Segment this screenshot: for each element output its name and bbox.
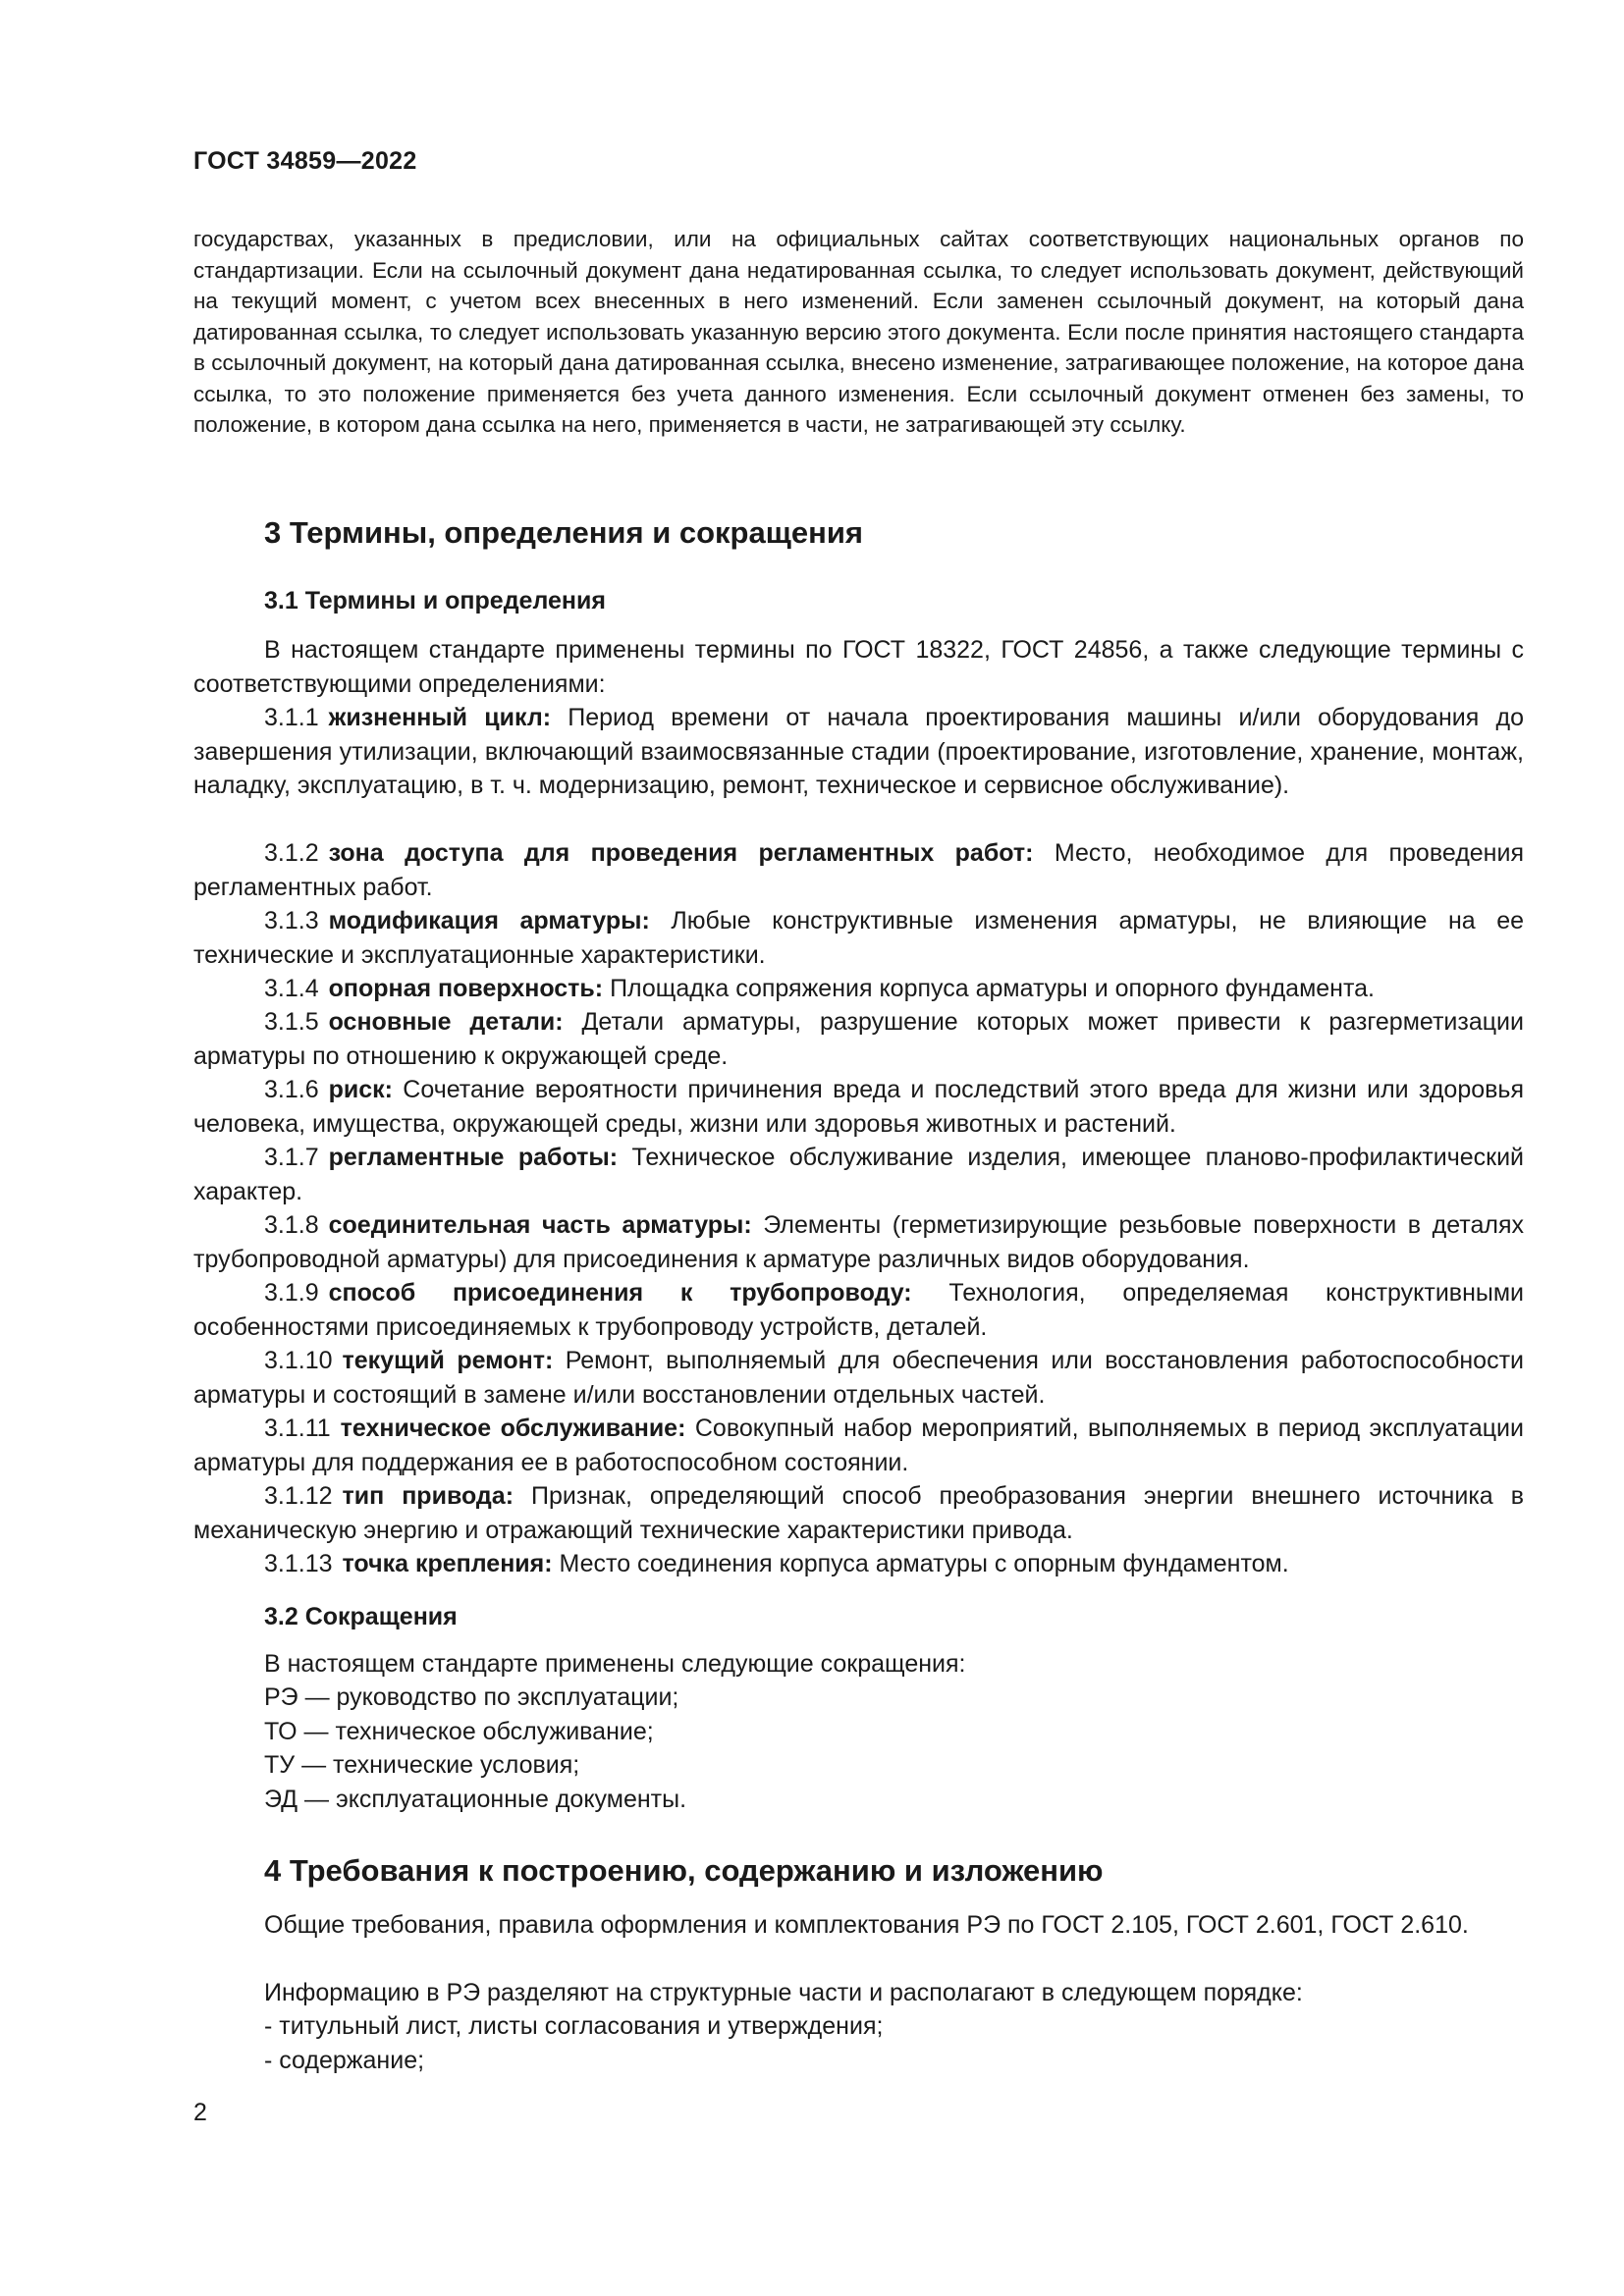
term-name: риск: [328, 1076, 393, 1103]
term-name: тип привода: [342, 1482, 514, 1510]
terms-lead: В настоящем стандарте применены термины по ГОСТ 18322, ГОСТ 24856, а также следующие термины с соответствующими определениями: [193, 636, 1524, 698]
term-definition: Место, необходимое для проведения регламентных работ. [193, 839, 1524, 901]
term-name: основные детали: [328, 1008, 564, 1036]
term-3-1-4 [193, 972, 1524, 1006]
term-number: 3.1.3 [264, 907, 319, 934]
term-name: опорная поверхность: [328, 975, 604, 1002]
abbreviation-item: ЭД — эксплуатационные документы. [264, 1786, 687, 1813]
term-definition: Элементы (герметизирующие резьбовые поверхности в деталях трубопроводной арматуры) для присоединения к арматуре различных видов оборудования. [193, 1211, 1524, 1273]
term-3-1-8 [193, 1208, 1524, 1276]
subsection-3-1-title: 3.1 Термины и определения [264, 587, 606, 614]
term-name: текущий ремонт: [342, 1347, 554, 1374]
term-definition: Сочетание вероятности причинения вреда и последствий этого вреда для жизни или здоровья человека, имущества, окружающей среды, жизни или здоровья животных и растений. [193, 1076, 1524, 1138]
term-3-1-10 [193, 1344, 1524, 1412]
term-3-1-7 [193, 1141, 1524, 1208]
term-number: 3.1.7 [264, 1144, 319, 1171]
term-3-1-2 [193, 836, 1524, 904]
subsection-3-2-title: 3.2 Сокращения [264, 1603, 458, 1630]
term-definition: Площадка сопряжения корпуса арматуры и опорного фундамента. [610, 975, 1376, 1002]
term-number: 3.1.1 [264, 704, 319, 731]
list-item: - титульный лист, листы согласования и утверждения; [264, 2012, 884, 2040]
term-number: 3.1.8 [264, 1211, 319, 1239]
term-name: регламентные работы: [328, 1144, 619, 1171]
term-definition: Признак, определяющий способ преобразования энергии внешнего источника в механическую энергию и отражающий технические характеристики привода. [193, 1482, 1524, 1544]
intro-paragraph: государствах, указанных в предисловии, или на официальных сайтах соответствующих национальных органов по стандартизации. Если на ссылочный документ дана недатированная ссылка, то следует использовать документ, действующий на текущий момент, с учетом всех внесенных в него изменений. Если заменен ссылочный документ, на который дана датированная ссылка, то следует использовать указанную версию этого документа. Если после принятия настоящего стандарта в ссылочный документ, на который дана датированная ссылка, внесено изменение, затрагивающее положение, на которое дана ссылка, то это положение применяется без учета данного изменения. Если ссылочный документ отменен без замены, то положение, в котором дана ссылка на него, применяется в части, не затрагивающей эту ссылку. [193, 227, 1524, 437]
term-definition: Технология, определяемая конструктивными особенностями присоединяемых к трубопроводу устройств, деталей. [193, 1279, 1525, 1341]
term-definition: Совокупный набор мероприятий, выполняемых в период эксплуатации арматуры для поддержания ее в работоспособном состоянии. [193, 1415, 1524, 1476]
term-definition: Любые конструктивные изменения арматуры, не влияющие на ее технические и эксплуатационные характеристики. [193, 907, 1525, 969]
term-name: способ присоединения к трубопроводу: [328, 1279, 912, 1307]
term-name: техническое обслуживание: [340, 1415, 686, 1442]
section-3-title: 3 Термины, определения и сокращения [264, 515, 863, 550]
term-number: 3.1.4 [264, 975, 319, 1002]
term-number: 3.1.6 [264, 1076, 319, 1103]
term-name: точка крепления: [342, 1550, 553, 1577]
term-number: 3.1.11 [264, 1415, 331, 1442]
term-number: 3.1.2 [264, 839, 319, 867]
abbreviation-item: ТО — техническое обслуживание; [264, 1718, 654, 1745]
term-number: 3.1.10 [264, 1347, 333, 1374]
term-3-1-1 [193, 701, 1524, 803]
list-item: - содержание; [264, 2047, 425, 2074]
term-definition: Период времени от начала проектирования машины и/или оборудования до завершения утилизации, включающий взаимосвязанные стадии (проектирование, изготовление, хранение, монтаж, наладку, эксплуатацию, в т. ч. модернизацию, ремонт, техническое и сервисное обслуживание). [193, 704, 1524, 799]
term-name: соединительная часть арматуры: [328, 1211, 752, 1239]
term-definition: Место соединения корпуса арматуры с опорным фундаментом. [559, 1550, 1289, 1577]
term-3-1-9 [193, 1276, 1524, 1344]
term-number: 3.1.9 [264, 1279, 319, 1307]
term-definition: Ремонт, выполняемый для обеспечения или восстановления работоспособности арматуры и состоящий в замене и/или восстановлении отдельных частей. [193, 1347, 1524, 1409]
term-3-1-11 [193, 1412, 1524, 1479]
term-3-1-3 [193, 904, 1524, 972]
term-number: 3.1.5 [264, 1008, 319, 1036]
term-name: зона доступа для проведения регламентных работ: [328, 839, 1034, 867]
abbreviation-item: РЭ — руководство по эксплуатации; [264, 1683, 679, 1711]
term-3-1-5 [193, 1005, 1524, 1073]
term-number: 3.1.12 [264, 1482, 333, 1510]
document-header: ГОСТ 34859—2022 [193, 147, 417, 175]
term-definition: Детали арматуры, разрушение которых может привести к разгерметизации арматуры по отношению к окружающей среде. [193, 1008, 1524, 1070]
abbreviation-item: ТУ — технические условия; [264, 1751, 580, 1779]
term-number: 3.1.13 [264, 1550, 333, 1577]
term-3-1-12 [193, 1479, 1524, 1547]
term-definition: Техническое обслуживание изделия, имеющее планово-профилактический характер. [193, 1144, 1524, 1205]
section-4-title: 4 Требования к построению, содержанию и изложению [264, 1853, 1104, 1888]
page-number: 2 [193, 2099, 207, 2126]
term-3-1-6 [193, 1073, 1524, 1141]
term-3-1-13 [193, 1547, 1524, 1581]
abbreviations-lead: В настоящем стандарте применены следующие сокращения: [264, 1650, 966, 1678]
term-name: модификация арматуры: [328, 907, 650, 934]
section-4-paragraph-2: Информацию в РЭ разделяют на структурные части и располагают в следующем порядке: [264, 1979, 1303, 2006]
section-4-paragraph-1: Общие требования, правила оформления и комплектования РЭ по ГОСТ 2.105, ГОСТ 2.601, ГОСТ 2.610. [264, 1911, 1469, 1939]
term-name: жизненный цикл: [328, 704, 552, 731]
